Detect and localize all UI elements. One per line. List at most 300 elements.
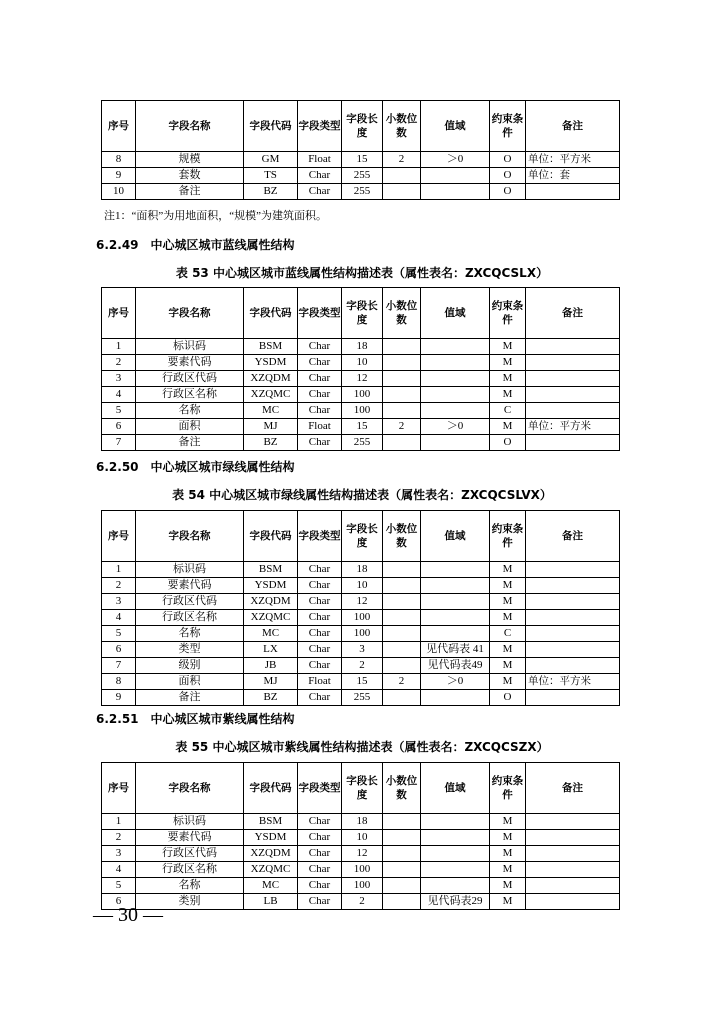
field-code-cell: XZQDM [244,846,298,862]
decimal-places-cell [383,371,421,387]
serial-number-cell: 1 [102,562,136,578]
remark-cell [526,610,620,626]
constraint-cell: M [490,674,526,690]
value-domain-cell [421,355,490,371]
serial-number-cell: 9 [102,690,136,706]
field-type-cell: Char [298,610,342,626]
remark-cell [526,814,620,830]
remark-cell [526,690,620,706]
table-row [102,814,620,830]
field-code-cell: JB [244,658,298,674]
constraint-cell: C [490,626,526,642]
value-domain-cell: 见代码表49 [421,658,490,674]
table-row [102,419,620,435]
field-name-cell: 标识码 [136,814,244,830]
field-type-cell: Char [298,642,342,658]
field-code-cell: XZQMC [244,862,298,878]
column-header-field-name: 字段名称 [136,511,244,562]
field-name-cell: 名称 [136,626,244,642]
decimal-places-cell [383,658,421,674]
constraint-cell: M [490,894,526,910]
table-row [102,690,620,706]
field-length-cell: 18 [342,814,383,830]
column-header-decimal-places: 小数位数 [383,763,421,814]
field-length-cell: 12 [342,371,383,387]
field-type-cell: Float [298,674,342,690]
field-type-cell: Char [298,371,342,387]
field-code-cell: MJ [244,674,298,690]
field-code-cell: XZQMC [244,387,298,403]
value-domain-cell: 见代码表29 [421,894,490,910]
section-heading-6-2-50: 6.2.50 中心城区城市绿线属性结构 [96,460,295,474]
decimal-places-cell [383,690,421,706]
field-name-cell: 标识码 [136,339,244,355]
decimal-places-cell [383,830,421,846]
column-header-value-domain: 值域 [421,763,490,814]
field-name-cell: 要素代码 [136,355,244,371]
remark-cell [526,435,620,451]
serial-number-cell: 6 [102,642,136,658]
table-row [102,152,620,168]
value-domain-cell [421,690,490,706]
header-row [102,511,620,562]
field-length-cell: 12 [342,594,383,610]
field-type-cell: Char [298,435,342,451]
field-code-cell: BSM [244,814,298,830]
field-length-cell: 18 [342,339,383,355]
remark-cell: 单位：套 [526,168,620,184]
field-type-cell: Char [298,690,342,706]
field-length-cell: 255 [342,690,383,706]
value-domain-cell [421,403,490,419]
column-header-field-code: 字段代码 [244,288,298,339]
value-domain-cell [421,594,490,610]
column-header-serial-number: 序号 [102,288,136,339]
column-header-remark: 备注 [526,101,620,152]
value-domain-cell [421,610,490,626]
constraint-cell: M [490,814,526,830]
remark-cell [526,642,620,658]
field-name-cell: 名称 [136,878,244,894]
field-code-cell: BZ [244,184,298,200]
constraint-cell: M [490,846,526,862]
field-code-cell: XZQMC [244,610,298,626]
table-row [102,610,620,626]
attribute-table-53 [101,287,620,451]
decimal-places-cell [383,435,421,451]
field-code-cell: MJ [244,419,298,435]
remark-cell [526,371,620,387]
column-header-field-code: 字段代码 [244,763,298,814]
field-length-cell: 2 [342,658,383,674]
field-length-cell: 255 [342,435,383,451]
serial-number-cell: 3 [102,594,136,610]
decimal-places-cell [383,862,421,878]
field-code-cell: XZQDM [244,594,298,610]
field-type-cell: Char [298,846,342,862]
field-name-cell: 名称 [136,403,244,419]
value-domain-cell [421,878,490,894]
field-length-cell: 15 [342,674,383,690]
field-type-cell: Char [298,562,342,578]
constraint-cell: M [490,371,526,387]
value-domain-cell [421,830,490,846]
table-row [102,578,620,594]
column-header-field-type: 字段类型 [298,511,342,562]
remark-cell: 单位：平方米 [526,674,620,690]
serial-number-cell: 9 [102,168,136,184]
column-header-constraint: 约束条件 [490,288,526,339]
constraint-cell: O [490,168,526,184]
serial-number-cell: 8 [102,152,136,168]
constraint-cell: M [490,862,526,878]
field-code-cell: TS [244,168,298,184]
table-row [102,894,620,910]
remark-cell [526,862,620,878]
field-name-cell: 规模 [136,152,244,168]
field-code-cell: MC [244,626,298,642]
decimal-places-cell [383,814,421,830]
field-length-cell: 100 [342,610,383,626]
value-domain-cell [421,168,490,184]
serial-number-cell: 7 [102,435,136,451]
column-header-serial-number: 序号 [102,101,136,152]
table-row [102,846,620,862]
decimal-places-cell [383,878,421,894]
constraint-cell: M [490,830,526,846]
decimal-places-cell [383,642,421,658]
serial-number-cell: 3 [102,846,136,862]
column-header-decimal-places: 小数位数 [383,101,421,152]
value-domain-cell [421,626,490,642]
field-type-cell: Char [298,355,342,371]
decimal-places-cell: 2 [383,419,421,435]
value-domain-cell: ＞0 [421,419,490,435]
remark-cell [526,339,620,355]
field-name-cell: 行政区代码 [136,371,244,387]
column-header-field-length: 字段长度 [342,101,383,152]
table-footnote: 注1：“面积”为用地面积，“规模”为建筑面积。 [104,210,328,222]
serial-number-cell: 3 [102,371,136,387]
field-name-cell: 面积 [136,674,244,690]
field-name-cell: 行政区代码 [136,846,244,862]
field-name-cell: 备注 [136,184,244,200]
constraint-cell: M [490,355,526,371]
remark-cell [526,830,620,846]
constraint-cell: M [490,610,526,626]
field-name-cell: 行政区名称 [136,387,244,403]
value-domain-cell [421,562,490,578]
table-caption-55: 表 55 中心城区城市紫线属性结构描述表（属性表名：ZXCQCSZX） [175,740,549,754]
field-length-cell: 10 [342,355,383,371]
field-name-cell: 备注 [136,690,244,706]
value-domain-cell [421,814,490,830]
decimal-places-cell: 2 [383,152,421,168]
table-row [102,403,620,419]
field-type-cell: Char [298,878,342,894]
value-domain-cell: ＞0 [421,152,490,168]
value-domain-cell [421,578,490,594]
field-length-cell: 100 [342,862,383,878]
field-name-cell: 类型 [136,642,244,658]
column-header-serial-number: 序号 [102,511,136,562]
column-header-value-domain: 值域 [421,288,490,339]
field-code-cell: BSM [244,339,298,355]
attribute-table-54 [101,510,620,706]
decimal-places-cell [383,562,421,578]
field-length-cell: 2 [342,894,383,910]
constraint-cell: M [490,578,526,594]
field-name-cell: 面积 [136,419,244,435]
field-type-cell: Char [298,594,342,610]
serial-number-cell: 1 [102,814,136,830]
header-row [102,101,620,152]
decimal-places-cell [383,403,421,419]
column-header-constraint: 约束条件 [490,101,526,152]
constraint-cell: M [490,562,526,578]
field-code-cell: BZ [244,690,298,706]
column-header-field-type: 字段类型 [298,763,342,814]
field-code-cell: BSM [244,562,298,578]
column-header-remark: 备注 [526,288,620,339]
field-code-cell: BZ [244,435,298,451]
constraint-cell: M [490,339,526,355]
decimal-places-cell [383,578,421,594]
table-row [102,435,620,451]
constraint-cell: M [490,878,526,894]
constraint-cell: O [490,184,526,200]
decimal-places-cell [383,846,421,862]
column-header-field-type: 字段类型 [298,288,342,339]
serial-number-cell: 2 [102,578,136,594]
serial-number-cell: 2 [102,355,136,371]
table-row [102,562,620,578]
field-type-cell: Char [298,168,342,184]
column-header-field-code: 字段代码 [244,511,298,562]
field-type-cell: Char [298,578,342,594]
value-domain-cell [421,862,490,878]
table-body [102,339,620,451]
remark-cell [526,184,620,200]
value-domain-cell [421,371,490,387]
remark-cell: 单位：平方米 [526,419,620,435]
constraint-cell: M [490,419,526,435]
decimal-places-cell [383,594,421,610]
table-row [102,594,620,610]
column-header-constraint: 约束条件 [490,763,526,814]
value-domain-cell [421,387,490,403]
serial-number-cell: 10 [102,184,136,200]
field-length-cell: 100 [342,387,383,403]
column-header-field-name: 字段名称 [136,763,244,814]
serial-number-cell: 6 [102,419,136,435]
field-name-cell: 级别 [136,658,244,674]
decimal-places-cell [383,339,421,355]
decimal-places-cell [383,610,421,626]
table-row [102,658,620,674]
remark-cell [526,355,620,371]
value-domain-cell [421,846,490,862]
decimal-places-cell [383,894,421,910]
column-header-remark: 备注 [526,763,620,814]
field-length-cell: 100 [342,626,383,642]
field-code-cell: GM [244,152,298,168]
column-header-value-domain: 值域 [421,511,490,562]
field-name-cell: 标识码 [136,562,244,578]
table-caption-54: 表 54 中心城区城市绿线属性结构描述表（属性表名：ZXCQCSLVX） [172,488,552,502]
field-length-cell: 3 [342,642,383,658]
table-caption-53: 表 53 中心城区城市蓝线属性结构描述表（属性表名：ZXCQCSLX） [175,266,549,280]
field-code-cell: YSDM [244,830,298,846]
field-name-cell: 行政区名称 [136,610,244,626]
decimal-places-cell [383,626,421,642]
field-code-cell: YSDM [244,355,298,371]
table-row [102,184,620,200]
field-length-cell: 100 [342,878,383,894]
section-heading-6-2-49: 6.2.49 中心城区城市蓝线属性结构 [96,238,295,252]
serial-number-cell: 8 [102,674,136,690]
table-row [102,168,620,184]
table-row [102,862,620,878]
field-code-cell: MC [244,403,298,419]
serial-number-cell: 7 [102,658,136,674]
decimal-places-cell [383,355,421,371]
field-name-cell: 备注 [136,435,244,451]
table-row [102,355,620,371]
header-row [102,288,620,339]
remark-cell [526,403,620,419]
field-type-cell: Float [298,152,342,168]
column-header-constraint: 约束条件 [490,511,526,562]
column-header-field-type: 字段类型 [298,101,342,152]
value-domain-cell: ＞0 [421,674,490,690]
decimal-places-cell [383,387,421,403]
decimal-places-cell [383,168,421,184]
remark-cell [526,894,620,910]
table-row [102,626,620,642]
field-code-cell: MC [244,878,298,894]
field-name-cell: 行政区名称 [136,862,244,878]
table-row [102,339,620,355]
remark-cell [526,578,620,594]
remark-cell [526,846,620,862]
value-domain-cell: 见代码表 41 [421,642,490,658]
field-type-cell: Char [298,403,342,419]
field-name-cell: 套数 [136,168,244,184]
field-length-cell: 255 [342,184,383,200]
table-row [102,878,620,894]
decimal-places-cell [383,184,421,200]
serial-number-cell: 6 [102,894,136,910]
field-length-cell: 15 [342,152,383,168]
table-row [102,674,620,690]
constraint-cell: M [490,642,526,658]
table-row [102,830,620,846]
field-type-cell: Char [298,387,342,403]
column-header-decimal-places: 小数位数 [383,288,421,339]
column-header-field-length: 字段长度 [342,763,383,814]
field-length-cell: 100 [342,403,383,419]
column-header-value-domain: 值域 [421,101,490,152]
field-type-cell: Char [298,339,342,355]
field-type-cell: Char [298,658,342,674]
field-name-cell: 类别 [136,894,244,910]
field-type-cell: Char [298,862,342,878]
field-code-cell: XZQDM [244,371,298,387]
remark-cell [526,387,620,403]
constraint-cell: M [490,387,526,403]
field-code-cell: YSDM [244,578,298,594]
field-name-cell: 要素代码 [136,578,244,594]
column-header-remark: 备注 [526,511,620,562]
field-length-cell: 10 [342,578,383,594]
field-name-cell: 行政区代码 [136,594,244,610]
column-header-field-code: 字段代码 [244,101,298,152]
field-code-cell: LB [244,894,298,910]
field-type-cell: Float [298,419,342,435]
value-domain-cell [421,184,490,200]
field-length-cell: 18 [342,562,383,578]
column-header-serial-number: 序号 [102,763,136,814]
column-header-field-length: 字段长度 [342,511,383,562]
constraint-cell: M [490,594,526,610]
section-heading-6-2-51: 6.2.51 中心城区城市紫线属性结构 [96,712,295,726]
remark-cell [526,626,620,642]
table-body [102,152,620,200]
field-type-cell: Char [298,184,342,200]
field-name-cell: 要素代码 [136,830,244,846]
value-domain-cell [421,339,490,355]
remark-cell [526,594,620,610]
table-row [102,371,620,387]
serial-number-cell: 5 [102,878,136,894]
value-domain-cell [421,435,490,451]
page-number: — 30 — [93,904,163,926]
field-type-cell: Char [298,830,342,846]
serial-number-cell: 4 [102,610,136,626]
field-length-cell: 10 [342,830,383,846]
attribute-table-55 [101,762,620,910]
field-length-cell: 15 [342,419,383,435]
table-body [102,814,620,910]
serial-number-cell: 2 [102,830,136,846]
column-header-decimal-places: 小数位数 [383,511,421,562]
constraint-cell: M [490,658,526,674]
serial-number-cell: 1 [102,339,136,355]
field-length-cell: 255 [342,168,383,184]
field-type-cell: Char [298,894,342,910]
serial-number-cell: 5 [102,626,136,642]
column-header-field-name: 字段名称 [136,101,244,152]
field-type-cell: Char [298,814,342,830]
field-length-cell: 12 [342,846,383,862]
field-type-cell: Char [298,626,342,642]
remark-cell [526,878,620,894]
remark-cell [526,658,620,674]
remark-cell: 单位：平方米 [526,152,620,168]
column-header-field-length: 字段长度 [342,288,383,339]
table-row [102,387,620,403]
table-row [102,642,620,658]
serial-number-cell: 4 [102,387,136,403]
constraint-cell: C [490,403,526,419]
constraint-cell: O [490,690,526,706]
remark-cell [526,562,620,578]
attribute-table-continued [101,100,620,200]
serial-number-cell: 5 [102,403,136,419]
constraint-cell: O [490,152,526,168]
table-body [102,562,620,706]
